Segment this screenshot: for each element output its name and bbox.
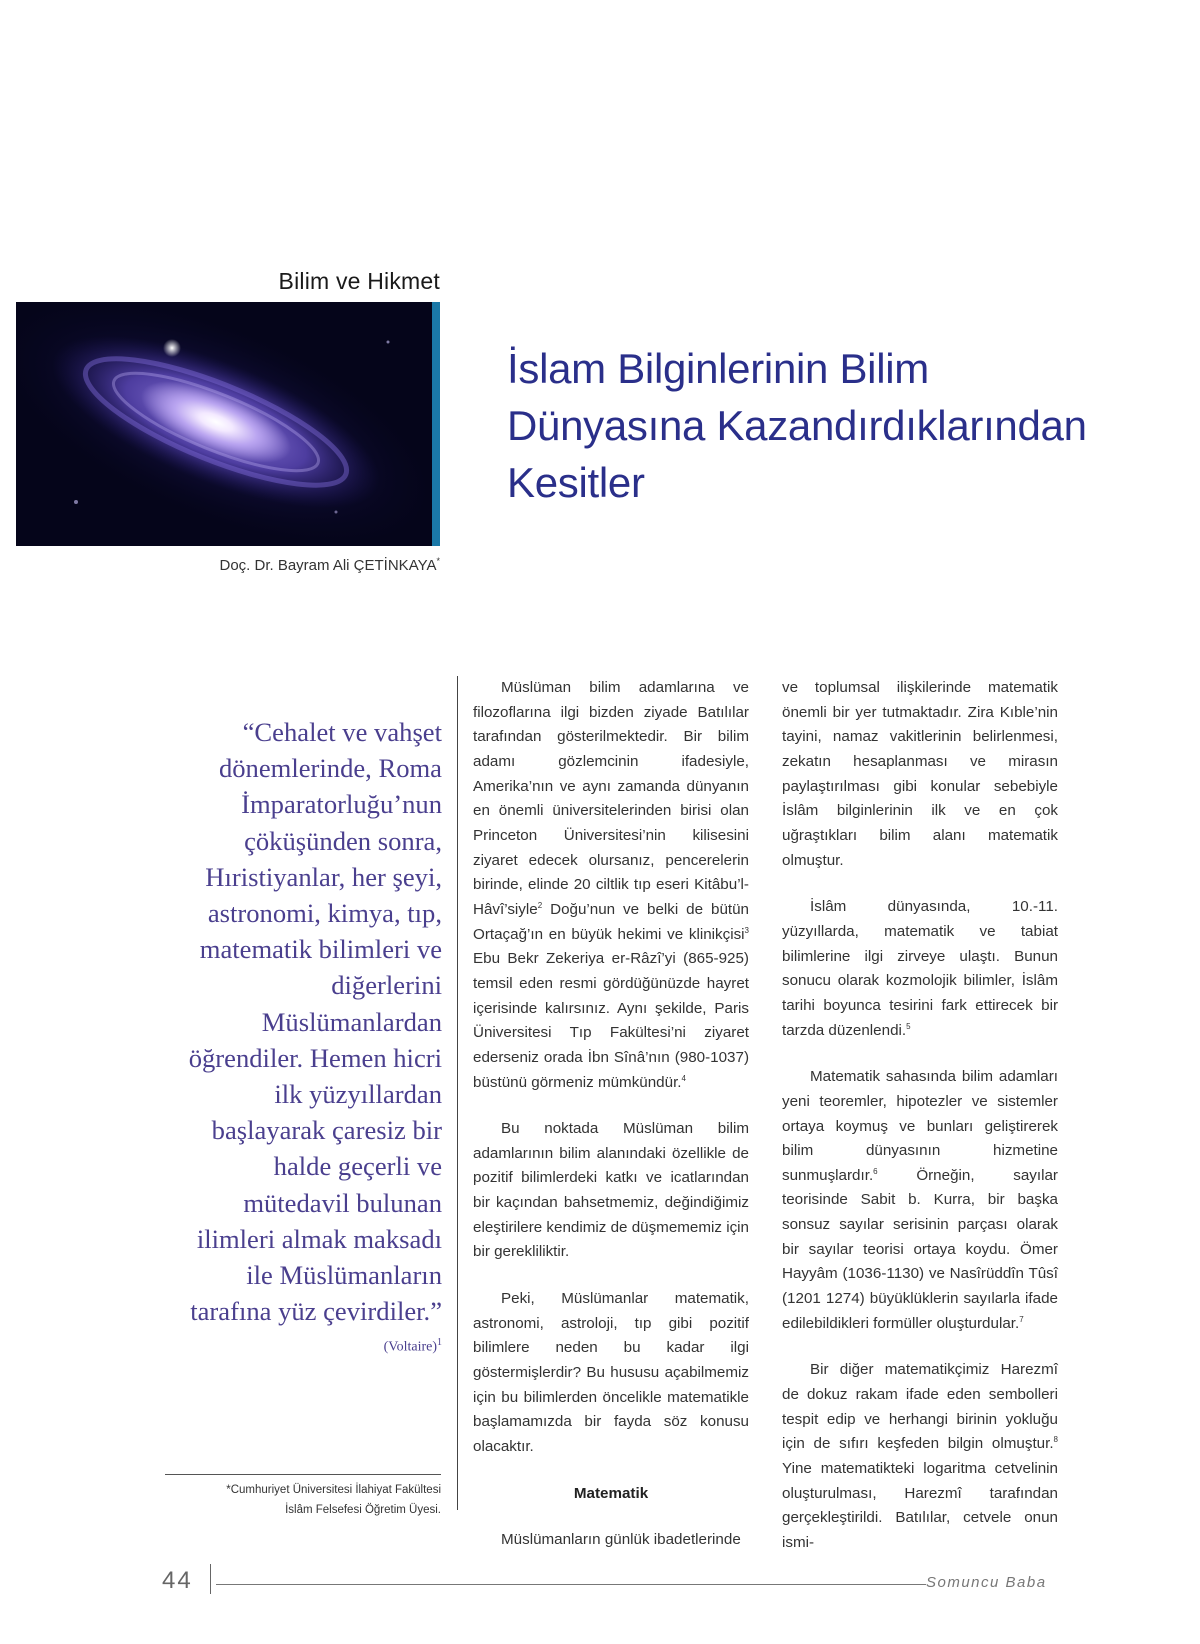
footnote-ref: 3 xyxy=(744,925,749,935)
quote-line: ile Müslümanların xyxy=(246,1260,442,1291)
quote-footnote-ref: 1 xyxy=(437,1337,442,1348)
quote-line: çöküşünden sonra, xyxy=(244,825,442,856)
quote-line: matematik bilimleri ve xyxy=(199,934,442,965)
paragraph-text: Örneğin, sayılar teorisinde Sabit b. Kurra, bir başka sonsuz sayılar serisinin parçası olarak bir sayılar teorisi ortaya koydu. Ömer Hayyâm (1036-1130) ve Nasîrüddîn Tûsî (1201 1274) büyüklüklerin sayılarla ifade edilebildikleri formüller oluşturdular. xyxy=(782,1166,1058,1332)
author-name: Doç. Dr. Bayram Ali ÇETİNKAYA xyxy=(219,557,437,574)
title-line: Dünyasına Kazandırdıklarından xyxy=(507,402,1087,449)
quote-line: öğrendiler. Hemen hicri xyxy=(188,1042,442,1073)
quote-line: astronomi, kimya, tıp, xyxy=(207,898,442,929)
publication-name: Somuncu Baba xyxy=(926,1574,1047,1591)
article-title xyxy=(507,340,1107,511)
quote-line: ilimleri almak maksadı xyxy=(196,1223,442,1254)
paragraph: Peki, Müslümanlar matematik, astronomi, astroloji, tıp gibi pozitif bilimlere neden bu kadar ilgi göstermişlerdir? Bu hususu açabilmemiz için bu bilimlerden öncelikle matematikle başlamamızda bir fayda söz konusu olacaktır. xyxy=(473,1290,749,1456)
accent-bar xyxy=(432,302,440,546)
text-column-1 xyxy=(473,676,749,1575)
title-line: Kesitler xyxy=(507,459,645,506)
paragraph-text: Matematik sahasında bilim adamları yeni teoremler, hipotezler ve sistemler ortaya koymuş ve bunları geliştirerek bilim dünyasının hizmetine sunmuşlardır. xyxy=(782,1068,1058,1184)
footnote-ref: 2 xyxy=(537,900,543,910)
footnote-divider xyxy=(165,1474,441,1475)
subheading: Matematik xyxy=(573,1484,649,1502)
footnote-ref: 7 xyxy=(1019,1314,1024,1324)
footer-rule xyxy=(216,1584,926,1585)
paragraph-text: Bir diğer matematikçimiz Harezmî de dokuz rakam ifade eden sembolleri tespit edip ve herhangi birinin yokluğu için de sıfırı keşfeden bilgin olmuştur. xyxy=(782,1361,1058,1453)
quote-source xyxy=(300,1337,442,1356)
quote-line: diğerlerini xyxy=(331,970,442,1001)
paragraph: Müslümanların günlük ibadetlerinde xyxy=(501,1531,741,1549)
author-footnote-mark: * xyxy=(436,556,440,566)
paragraph-text: Ebu Bekr Zekeriya er-Râzî’yi (865-925) temsil eden resmi gördüğünüzde hayret içerisinde kalırsınız. Aynı şekilde, Paris Üniversitesi Tıp Fakültesi’ni ziyaret ederseniz orada İbn Sînâ’nın (980-1037) büstünü görmeniz mümkündür. xyxy=(473,950,749,1091)
quote-line: “Cehalet ve vahşet xyxy=(242,717,442,747)
paragraph: ve toplumsal ilişkilerinde matematik önemli bir yer tutmaktadır. Zira Kıble’nin tayini, namaz vakitlerinin belirlenmesi, zekatın hesaplanması ve mirasın paylaştırılması gibi konular sebebiyle İslâm bilginlerinin ilk ve en çok uğraştıkları bilim alanı matematik olmuştur. xyxy=(782,679,1058,869)
paragraph-text: İslâm dünyasında, 10.-11. yüzyıllarda, matematik ve tabiat bilimlerine ilgi zirveye ulaştı. Bunun sonucu olarak kozmolojik bilimler, İslâm tarihi boyunca tesirini fark ettirecek bir tarzda düzenlendi. xyxy=(782,898,1058,1039)
paragraph xyxy=(782,895,1058,1043)
quote-line: tarafına yüz çevirdiler.” xyxy=(190,1296,442,1327)
quote-line: halde geçerli ve xyxy=(273,1151,442,1182)
page-number-divider xyxy=(210,1564,211,1594)
quote-line: Hıristiyanlar, her şeyi, xyxy=(205,861,442,892)
quote-line: mütedavil bulunan xyxy=(243,1187,442,1218)
footnote-ref: 4 xyxy=(681,1073,686,1083)
footnote-ref: 5 xyxy=(906,1021,911,1031)
column-divider xyxy=(457,676,458,1510)
paragraph-text: Müslüman bilim adamlarına ve filozoflarına ilgi bizden ziyade Batılılar tarafından gösterilmektedir. Bir bilim adamı gözlemcinin ifadesiyle, Amerika’nın ve aynı zamanda dünyanın en önemli üniversitelerinden birisi olan Princeton Üniversitesi’nin kilisesini ziyaret edecek olursanız, pencerelerin birinde, elinde 20 ciltlik tıp eseri Kitâbu’l-Hâvî’siyle xyxy=(473,679,749,918)
paragraph xyxy=(782,1358,1058,1555)
quote-line: Müslümanlardan xyxy=(261,1006,442,1037)
paragraph-text: Yine matematikteki logaritma cetvelinin oluşturulması, Harezmî tarafından gerçekleştirildi. Batılılar, cetvele onun ismi- xyxy=(782,1460,1058,1551)
title-line: İslam Bilginlerinin Bilim xyxy=(507,345,929,392)
footnote-ref: 6 xyxy=(873,1166,878,1176)
section-label: Bilim ve Hikmet xyxy=(278,268,440,294)
author-byline xyxy=(150,556,440,574)
quote-line: dönemlerinde, Roma xyxy=(218,753,442,784)
paragraph: Bu noktada Müslüman bilim adamlarının bilim alanındaki özellikle de pozitif bilimlerdeki katkı ve icatlarından bir kaçından bahsetmemiz, değindiğimiz eleştirilere kendimiz de düşmememiz için bir gerekliliktir. xyxy=(473,1120,750,1261)
paragraph xyxy=(782,1065,1058,1336)
page-number: 44 xyxy=(162,1567,193,1594)
footnote-line: *Cumhuriyet Üniversitesi İlahiyat Fakültesi xyxy=(226,1484,441,1496)
footnote-line: İslâm Felsefesi Öğretim Üyesi. xyxy=(285,1504,441,1516)
footnote-ref: 8 xyxy=(1053,1435,1058,1445)
author-footnote xyxy=(165,1480,441,1520)
quote-author: (Voltaire) xyxy=(383,1339,437,1355)
quote-line: başlayarak çaresiz bir xyxy=(211,1115,442,1146)
pull-quote xyxy=(140,714,442,1329)
quote-line: İmparatorluğu’nun xyxy=(241,789,442,820)
paragraph-text: Doğu’nun ve belki de bütün Ortaçağ’ın en büyük hekimi ve klinikçisi xyxy=(473,900,749,943)
paragraph xyxy=(473,676,749,1095)
text-column-2 xyxy=(782,676,1058,1578)
quote-line: ilk yüzyıllardan xyxy=(274,1079,442,1110)
galaxy-illustration xyxy=(16,302,432,546)
galaxy-image xyxy=(16,302,432,546)
